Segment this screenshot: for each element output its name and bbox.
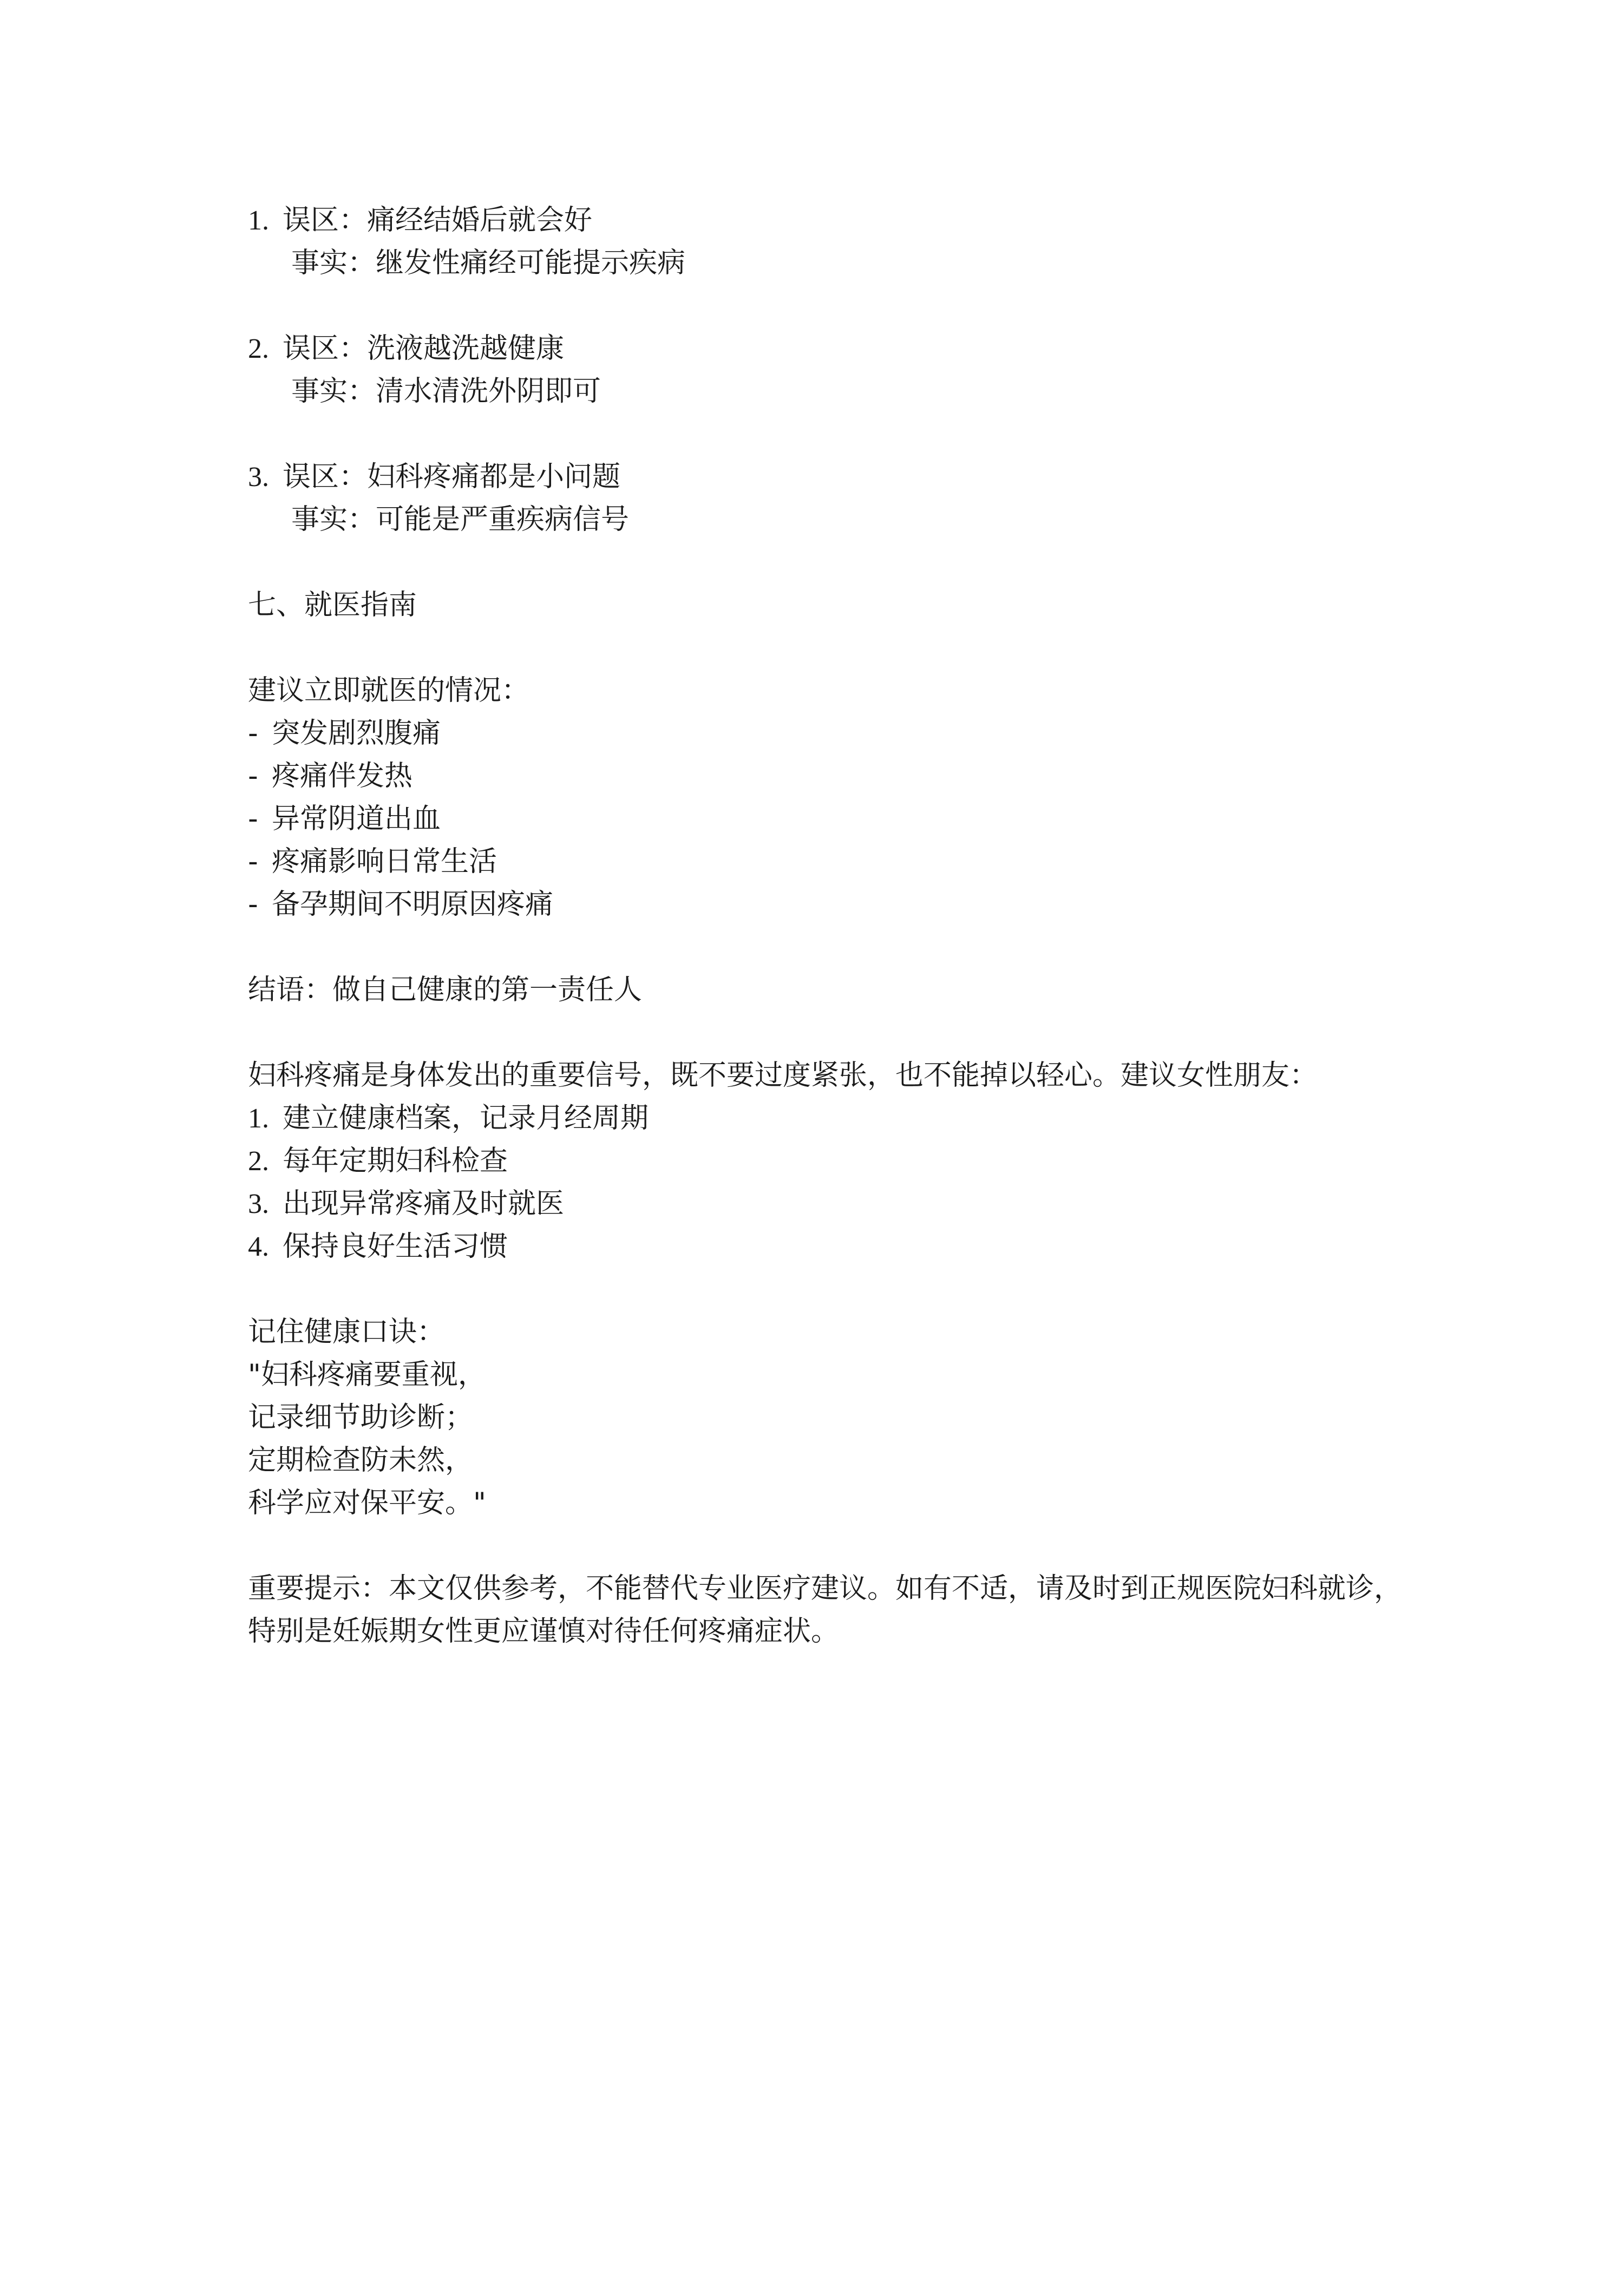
myth-item-3: [248, 456, 1396, 498]
list-item: [248, 1140, 1396, 1183]
list-item: [248, 1183, 1396, 1225]
step-number: 3.: [248, 1189, 269, 1219]
spacer: [248, 1268, 1396, 1311]
mnemonic-line: 科学应对保平安。": [248, 1487, 486, 1519]
list-item: [248, 1097, 1396, 1140]
bullet-dash: -: [248, 717, 258, 750]
bullet-dash: -: [248, 760, 258, 792]
list-item-text: 疼痛伴发热: [272, 760, 413, 792]
spacer: [248, 285, 1396, 327]
step-text: 每年定期妇科检查: [283, 1145, 508, 1177]
conclusion-heading: 结语：做自己健康的第一责任人: [248, 974, 643, 1006]
list-item-text: 疼痛影响日常生活: [272, 845, 497, 878]
section-heading-medical-guide: 七、就医指南: [248, 589, 417, 621]
fact-text: 事实：继发性痛经可能提示疾病: [291, 247, 686, 279]
mnemonic-line: "妇科疼痛要重视，: [248, 1359, 486, 1391]
spacer: [248, 541, 1396, 584]
step-number: 4.: [248, 1231, 269, 1262]
important-notice-line: 重要提示：本文仅供参考，不能替代专业医疗建议。如有不适，请及时到正规医院妇科就诊，: [248, 1572, 1403, 1605]
fact-item-1: [248, 242, 1396, 285]
step-text: 出现异常疼痛及时就医: [283, 1188, 565, 1220]
list-item: [248, 1225, 1396, 1268]
document-body: [248, 199, 1403, 1653]
list-item: [248, 798, 1396, 841]
list-item-text: 异常阴道出血: [272, 803, 441, 835]
step-number: 2.: [248, 1146, 269, 1177]
fact-text: 事实：清水清洗外阴即可: [291, 375, 601, 408]
spacer: [248, 413, 1396, 456]
myth-text: 误区：洗液越洗越健康: [283, 332, 565, 365]
myth-number: 1.: [248, 205, 269, 236]
mnemonic-intro: 记住健康口诀：: [248, 1316, 446, 1348]
conclusion-paragraph: 妇科疼痛是身体发出的重要信号，既不要过度紧张，也不能掉以轻心。建议女性朋友：: [248, 1059, 1318, 1092]
list-item-text: 备孕期间不明原因疼痛: [272, 888, 554, 921]
list-item: [248, 841, 1396, 883]
list-item: [248, 755, 1396, 798]
fact-text: 事实：可能是严重疾病信号: [291, 503, 630, 536]
bullet-dash: -: [248, 845, 258, 878]
bullet-dash: -: [248, 888, 258, 921]
myth-item-2: [248, 327, 1396, 370]
fact-item-3: [248, 498, 1396, 541]
myth-number: 2.: [248, 333, 269, 364]
myth-item-1: [248, 199, 1396, 242]
mnemonic-line: 定期检查防未然，: [248, 1444, 474, 1477]
spacer: [248, 627, 1396, 670]
step-number: 1.: [248, 1103, 269, 1134]
list-item: [248, 883, 1396, 926]
list-item-text: 突发剧烈腹痛: [272, 717, 441, 750]
step-text: 保持良好生活习惯: [283, 1230, 508, 1263]
step-text: 建立健康档案，记录月经周期: [283, 1102, 649, 1134]
spacer: [248, 1525, 1396, 1567]
mnemonic-line: 记录细节助诊断；: [248, 1401, 474, 1434]
myth-number: 3.: [248, 462, 269, 493]
spacer: [248, 926, 1396, 969]
important-notice-line: 特别是妊娠期女性更应谨慎对待任何疼痛症状。: [248, 1615, 840, 1648]
bullet-dash: -: [248, 803, 258, 835]
list-item: [248, 712, 1396, 755]
myth-text: 误区：妇科疼痛都是小问题: [283, 461, 621, 493]
spacer: [248, 1012, 1396, 1054]
medical-guide-intro: 建议立即就医的情况：: [248, 674, 530, 707]
fact-item-2: [248, 370, 1396, 413]
myth-text: 误区：痛经结婚后就会好: [283, 204, 593, 237]
